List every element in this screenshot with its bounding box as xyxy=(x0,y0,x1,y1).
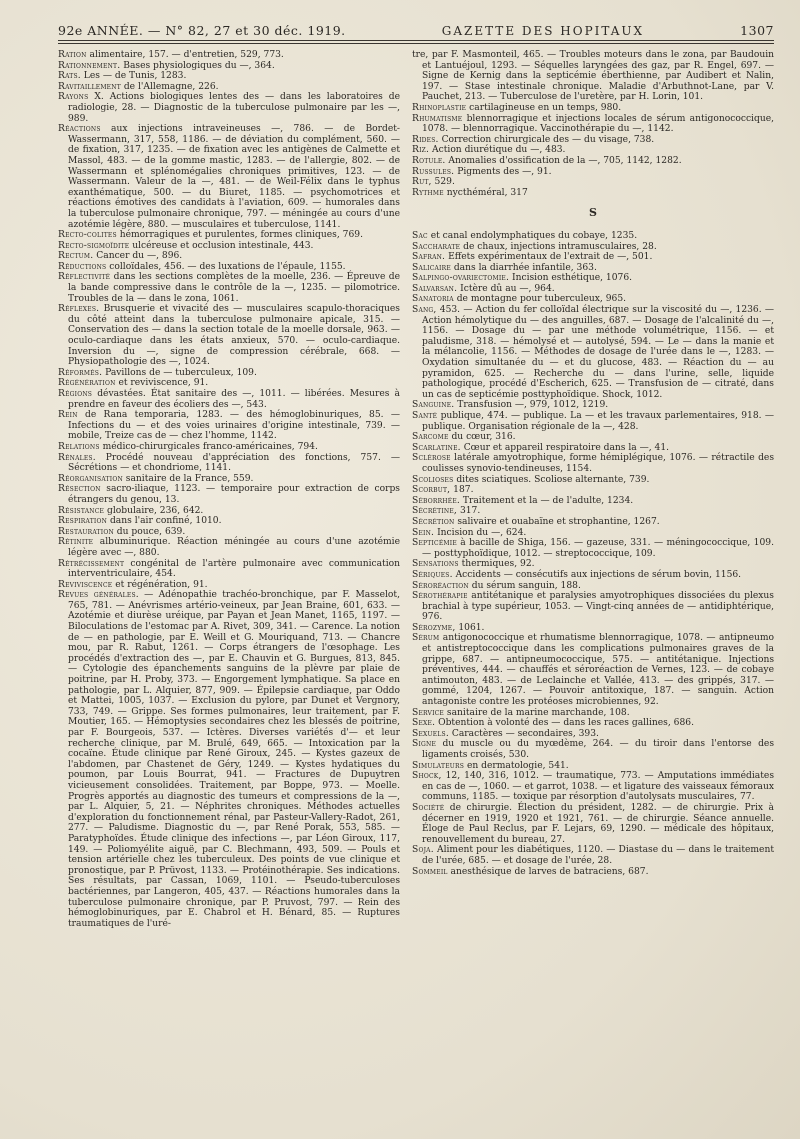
index-entry xyxy=(58,410,400,442)
entry-text: albuminurique. Réaction méningée au cours d'une azotémie légère avec —, 880. xyxy=(68,537,400,558)
index-entry xyxy=(412,114,774,135)
index-entry xyxy=(412,432,774,443)
index-entry xyxy=(58,527,400,538)
entry-heading: Sérozyme, xyxy=(412,622,456,633)
entry-text: nycthéméral, 317 xyxy=(446,187,528,198)
entry-heading: Rétinite xyxy=(58,537,94,548)
entry-heading: Société xyxy=(412,802,445,813)
section-letter: S xyxy=(589,206,597,220)
entry-text: de Rana temporaria, 1283. — des hémoglobinuriques, 85. — Infections du — et des voies urinaires d'origine intestinale, 739. — mobile, Treize cas de — chez l'homme, 1142. xyxy=(68,410,400,442)
entry-heading: Sanatoria xyxy=(412,294,454,305)
entry-heading: Sclérose xyxy=(412,453,451,464)
entry-text: de l'Allemagne, 226. xyxy=(123,81,219,92)
index-entry xyxy=(58,590,400,929)
entry-text: — Adénopathie trachéo-bronchique, par F. Masselot, 765, 781. — Anévrismes artério-veineux, par Jean Braine, 601, 633. — Azotémie et diurèse uréique, par Payan et Jean Manet, 1165, 1197. — Biloculations de l'estomac par A. Rivet, 309, 341. — Carence. La notion de — en pathologie, par E. Weill et G. Mouriquand, 713. — Chancre mou, par R. Rabut, 1261. — Corps étrangers de l'œsophage. Les procédés d'extraction des —, par E. Chauvin et G. Burgues, 813, 845. — Cytologie des épanchements sanguins de la plèvre par plaie de poitrine, par H. Proby, 373. — Engorgement lymphatique. Sa place en pathologie, par L. Alquier, 877, 909. — Épilepsie cardiaque, par Oddo et Mattei, 1005, 1037. — Exclusion du pylore, par Dunet et Vergnory, 733, 749. — Grippe. Ses formes pulmonaires, leur traitement, par F. Moutier, 165. — Hémoptysies secondaires chez les blessés de poitrine, par F. Bourgeois, 537. — Ictères. Diverses variétés d'— et leur recherche clinique, par M. Brulé, 649, 665. — Intoxication par la cocaïne. Étude clinique par René Giroux, 245. — Kystes gazeux de l'abdomen, par Chastenet de Géry, 1249. — Kystes hydatiques du poumon, par Louis Bourrat, 941. — Fractures de Dupuytren vicieusement consolidées. Traitement, par Boppe, 973. — Moelle. Progrès apportés au diagnostic des tumeurs et compressions de la —, par L. Alquier, 5, 21. — Néphrites chroniques. Méthodes actuelles d'exploration du fonctionnement rénal, par Pasteur-Vallery-Radot, 261, 277. — Paludisme. Diagnostic du —, par René Porak, 553, 585. — Paratyphoïdes. Étude clinique des infections —, par Léon Giroux, 117, 149. — Poliomyélite aiguë, par C. Blechmann, 493, 509. — Pouls et tension artérielle chez les tuberculeux. Des points de vue clinique et pronostique, par P. Prüvost, 1133. — Protéinothérapie. Ses indications. Ses résultats, par Cassan, 1069, 1101. — Pseudo-tuberculoses bactériennes, par Langeron, 405, 437. — Réactions humorales dans la tuberculose pulmonaire chronique, par P. Pruvost, 797. — Rein des hémoglobinuriques, par E. Chabrol et H. Bénard, 85. — Ruptures traumatiques de l'uré- xyxy=(68,590,400,929)
index-entry xyxy=(58,453,400,474)
index-entry xyxy=(412,538,774,559)
page-number: 1307 xyxy=(740,23,774,38)
entry-heading: Rayons xyxy=(58,92,89,103)
index-entry xyxy=(412,708,774,719)
entry-heading: Rétrécissement xyxy=(58,558,125,569)
header-rule xyxy=(58,40,774,41)
index-entry xyxy=(412,633,774,707)
entry-heading: Respiration xyxy=(58,516,108,527)
entry-heading: Rotule. xyxy=(412,155,446,166)
entry-text: à bacille de Shiga, 156. — gazeuse, 331. — méningococcique, 109. — posttyphoïdique, 1012. — streptococcique, 109. xyxy=(422,538,774,559)
entry-text: et canal endolymphatiques du cobaye, 1235. xyxy=(430,230,638,241)
entry-text: Brusquerie et vivacité des — musculaires scapulo-thoraciques du côté atteint dans la tuberculose pulmonaire apicale, 315. — Conservation des — dans la section totale de la moelle dorsale, 963. — oculo-cardiaque dans les états anxieux, 570. — oculo-cardiaque. Inversion du —, signe de compression cérébrale, 668. — Physiopathologie des —, 1024. xyxy=(68,304,400,368)
entry-heading: Safran. xyxy=(412,252,446,263)
entry-text: du muscle ou du myœdème, 264. — du tiroir dans l'entorse des ligaments croisés, 530. xyxy=(422,739,774,760)
index-entry xyxy=(58,389,400,410)
entry-text: de montagne pour tuberculeux, 965. xyxy=(456,294,627,305)
entry-heading: Réactions xyxy=(58,124,101,135)
index-entry xyxy=(58,516,400,527)
index-entry xyxy=(58,559,400,580)
entry-heading: Sécrétine, xyxy=(412,506,458,517)
entry-text: Les — de Tunis, 1283. xyxy=(83,71,187,82)
entry-text: du pouce, 639. xyxy=(116,526,186,537)
entry-text: Traitement et la — de l'adulte, 1234. xyxy=(462,495,634,506)
index-entry xyxy=(58,506,400,517)
entry-text: Transfusion —, 979, 1012, 1219. xyxy=(457,400,609,411)
entry-heading: Restauration xyxy=(58,526,114,537)
entry-text: sacro-iliaque, 1123. — temporaire pour extraction de corps étrangers du genou, 13. xyxy=(68,484,400,505)
entry-text: salivaire et ouabaïne et strophantine, 1267. xyxy=(457,516,660,527)
entry-heading: Santé xyxy=(412,411,438,421)
index-entry xyxy=(412,305,774,400)
entry-text: en dermatologie, 541. xyxy=(466,760,569,771)
index-entry xyxy=(58,262,400,273)
entry-heading: Salicaire xyxy=(412,262,451,273)
index-entry xyxy=(58,230,400,241)
index-entry xyxy=(58,251,400,262)
entry-text: Pigments des —, 91. xyxy=(457,166,552,177)
index-entry xyxy=(58,580,400,591)
index-entry xyxy=(412,729,774,740)
entry-heading: Ration xyxy=(58,50,87,60)
entry-heading: Relations xyxy=(58,441,100,452)
index-entry xyxy=(412,496,774,507)
entry-text: anesthésique de larves de batraciens, 687. xyxy=(450,866,649,877)
index-entry xyxy=(412,156,774,167)
entry-heading: Rhinoplastie xyxy=(412,102,467,113)
index-entry xyxy=(412,135,774,146)
entry-heading: Signe xyxy=(412,739,437,750)
entry-text: du cœur, 316. xyxy=(451,432,516,443)
entry-heading: Sensations xyxy=(412,559,459,570)
entry-heading: Septicémie xyxy=(412,538,457,549)
entry-heading: Sexuels. xyxy=(412,728,449,739)
index-entry xyxy=(412,570,774,581)
index-entry xyxy=(412,273,774,284)
entry-text: du sérum sanguin, 188. xyxy=(471,580,581,591)
index-entry xyxy=(412,803,774,845)
entry-text: Cœur et appareil respiratoire dans la —, 41. xyxy=(463,442,670,453)
entry-text: antigonococcique et rhumatisme blennorragique, 1078. — antipneumo et antistreptococcique dans les complications pulmonaires graves de la grippe, 687. — antipneumococcique, 575. — antitétanique. Injections préventives, 444. — chauffés et séroréaction de Vernes, 123. — de cobaye antimouton, 483. — de Leclainche et Vallée, 413. — des grippés, 317. — gommé, 1204, 1267. — Pouvoir antitoxique, 187. — sanguin. Action antagoniste contre les protéoses microbiennes, 92. xyxy=(422,633,774,708)
index-entry xyxy=(412,718,774,729)
entry-heading: Rectum. xyxy=(58,251,94,262)
entry-heading: Salvarsan. xyxy=(412,283,458,294)
index-entry xyxy=(58,272,400,304)
entry-heading: Sommeil xyxy=(412,866,448,877)
entry-heading: Séroréaction xyxy=(412,580,469,591)
index-entry xyxy=(58,92,400,124)
entry-heading: Sac xyxy=(412,230,428,241)
entry-heading: Réflectivité xyxy=(58,272,111,283)
index-entry xyxy=(412,284,774,295)
entry-heading: Séborrhée. xyxy=(412,495,460,506)
entry-text: cartilagineuse en un temps, 980. xyxy=(469,102,622,113)
index-entry xyxy=(412,475,774,486)
index-entry xyxy=(412,506,774,517)
entry-text: dévastées. État sanitaire des —, 1011. — libérées. Mesures à prendre en faveur des écoliers des —, 543. xyxy=(68,389,400,410)
entry-heading: Scorbut, xyxy=(412,485,451,496)
entry-heading: Réorganisation xyxy=(58,473,123,484)
entry-heading: Sériques. xyxy=(412,569,453,580)
entry-text: 453. — Action du fer colloïdal électrique sur la viscosité du —, 1236. — Action hémolytique du — des anguilles, 687. — Dosage de l'alcalinité du —, 1156. — Dosage du — par une méthode volumétrique, 1156. — et paludisme, 318. — hémolysé et — autolysé, 594. — Le — dans la manie et la mélancolie, 1156. — Méthodes de dosage de l'urée dans le —, 1283. — Oxydation simultanée du — et du glucose, 483. — Réaction du — au pyramidon, 625. — Recherche du — dans l'urine, selle, liquide pathologique, procédé d'Escherich, 625. — Transfusion de — citraté, dans un cas de septicémie posttyphoïdique. Shock, 1012. xyxy=(422,305,774,400)
index-entry xyxy=(58,304,400,368)
entry-heading: Rythme xyxy=(412,187,444,198)
entry-text: 529. xyxy=(434,177,455,188)
entry-heading: Sexe. xyxy=(412,718,436,729)
entry-heading: Réflexes. xyxy=(58,304,100,315)
entry-text: sanitaire de la France, 559. xyxy=(125,473,254,484)
entry-text: hémorragiques et purulentes, formes cliniques, 769. xyxy=(119,230,363,241)
entry-heading: Rénales. xyxy=(58,452,96,463)
header-rule-double xyxy=(58,43,774,44)
entry-text: Obtention à volonté des — dans les races gallines, 686. xyxy=(438,718,694,729)
entry-text: et reviviscence, 91. xyxy=(118,378,209,389)
entry-heading: Réductions xyxy=(58,261,107,272)
entry-heading: Simulateurs xyxy=(412,760,465,771)
index-entry xyxy=(58,82,400,93)
entry-text: Ictère dû au —, 964. xyxy=(460,283,555,294)
entry-text: tre, par F. Masmonteil, 465. — Troubles moteurs dans le zona, par Baudouin et Lantuéjoul, 1293. — Séquelles laryngées des gaz, par R. Engel, 697. — Signe de Kernig dans la septicémie éberthienne, par Audibert et Nalin, 197. — Stase intestinale chronique. Maladie d'Arbuthnot-Lane, par V. Pauchet, 213. — Tuberculose de l'uretère, par H. Lorin, 101. xyxy=(412,50,774,103)
entry-text: Bases physiologiques du —, 364. xyxy=(123,60,275,71)
index-entry xyxy=(58,61,400,72)
entry-heading: Sein. xyxy=(412,527,435,538)
index-entry xyxy=(58,442,400,453)
index-entry xyxy=(412,453,774,474)
index-entry xyxy=(412,411,774,432)
entry-text: Correction chirurgicale des — du visage, 738. xyxy=(441,134,655,145)
entry-text: Pavillons de — tuberculeux, 109. xyxy=(105,367,257,378)
index-entry xyxy=(412,145,774,156)
entry-text: médico-chirurgicales franco-américaines, 794. xyxy=(102,441,318,452)
entry-heading: Soja. xyxy=(412,845,434,856)
entry-text: Incision du —, 624. xyxy=(437,527,527,538)
page-header xyxy=(58,14,774,38)
entry-text: colloïdales, 456. — des luxations de l'épaule, 1155. xyxy=(109,261,346,272)
entry-text: 12, 140, 316, 1012. — traumatique, 773. — Amputations immédiates en cas de —, 1060. — et garrot, 1038. — et ligature des vaisseaux fémoraux communs, 1185. — toxique par résorption d'autolysats musculaires, 77. xyxy=(422,771,774,803)
index-entry xyxy=(412,263,774,274)
entry-heading: Réformés. xyxy=(58,367,103,378)
index-entry xyxy=(412,771,774,803)
entry-text: publique, 474. — publique. La — et les travaux parlementaires, 918. — publique. Organisation régionale de la —, 428. xyxy=(422,411,774,432)
entry-heading: Résistance xyxy=(58,505,105,516)
entry-text: Incision esthétique, 1076. xyxy=(511,273,633,284)
entry-heading: Scarlatine. xyxy=(412,442,461,453)
entry-heading: Résection xyxy=(58,484,101,495)
index-entry xyxy=(412,294,774,305)
entry-heading: Salpingo-ovariectomie. xyxy=(412,273,510,284)
entry-text: Anomalies d'ossification de la —, 705, 1142, 1282. xyxy=(448,155,682,166)
index-entry xyxy=(412,188,774,199)
entry-heading: Sécrétion xyxy=(412,516,455,527)
entry-heading: Sang, xyxy=(412,305,437,316)
index-entry xyxy=(58,71,400,82)
entry-heading: Rides. xyxy=(412,134,439,145)
entry-text: 317. xyxy=(459,506,481,517)
entry-heading: Saccharate xyxy=(412,241,461,252)
right-column-s-entries xyxy=(412,231,774,877)
index-entry xyxy=(58,474,400,485)
index-entry xyxy=(412,739,774,760)
index-entry xyxy=(412,761,774,772)
right-column-r-entries xyxy=(412,50,774,198)
entry-text: 187. xyxy=(453,485,474,496)
entry-text: Aliment pour les diabétiques, 1120. — Diastase du — dans le traitement de l'urée, 685. — et dosage de l'urée, 28. xyxy=(422,845,774,866)
entry-heading: Scolioses xyxy=(412,474,454,485)
entry-text: congénital de l'artère pulmonaire avec communication interventriculaire, 454. xyxy=(68,558,400,580)
entry-heading: Sérum xyxy=(412,633,440,644)
index-entry xyxy=(58,124,400,230)
entry-text: de chaux, injections intramusculaires, 28. xyxy=(463,241,657,252)
entry-heading: Shock, xyxy=(412,771,442,782)
index-entry xyxy=(412,400,774,411)
index-entry xyxy=(412,443,774,454)
entry-heading: Régions xyxy=(58,389,93,399)
entry-text: 1061. xyxy=(458,622,485,633)
index-entry xyxy=(58,537,400,558)
entry-text: Cancer du —, 896. xyxy=(96,251,183,262)
entry-heading: Sérothérapie xyxy=(412,591,468,602)
index-entry xyxy=(58,378,400,389)
index-entry xyxy=(412,845,774,866)
entry-heading: Rein xyxy=(58,410,78,421)
index-entry xyxy=(412,103,774,114)
entry-text: alimentaire, 157. — d'entretien, 529, 773. xyxy=(89,50,284,60)
index-entry xyxy=(58,50,400,61)
entry-text: Procédé nouveau d'appréciation des fonctions, 757. — Sécrétions — et chondriome, 1141. xyxy=(68,452,400,474)
entry-text: Caractères — secondaires, 393. xyxy=(451,728,599,739)
index-entry xyxy=(412,867,774,878)
index-entry xyxy=(412,528,774,539)
journal-title: GAZETTE DES HOPITAUX xyxy=(441,24,645,38)
entry-heading: Service xyxy=(412,707,445,718)
entry-text: sanitaire de la marine marchande, 108. xyxy=(446,707,630,718)
index-entry xyxy=(412,623,774,634)
entry-heading: Russules. xyxy=(412,166,455,177)
entry-text: thermiques, 92. xyxy=(461,559,535,570)
entry-text: aux injections intraveineuses —, 786. — de Bordet-Wassermann, 317, 558, 1186. — de déviation du complément, 560. — de fixation, 317, 1235. — de fixation avec les antigènes de Calmette et Massol, 483. — de la gomme mastic, 1283. — de l'allergie, 802. — de Wassermann et splénomégalies chroniques primitives, 123. — de Wassermann. Valeur de la —, 481. — de Weil-Félix dans le typhus exanthématique, 500. — du Biuret, 1185. — psychomotrices et réactions émotives des candidats à l'aviation, 609. — humorales dans la tuberculose pulmonaire chronique, 797. — méningée au cours d'une azotémie légère, 880. — musculaires et tuberculose, 1141. xyxy=(68,124,400,230)
entry-text: dans la diarrhée infantile, 363. xyxy=(453,262,597,273)
index-entry xyxy=(412,231,774,242)
entry-text: dans l'air confiné, 1010. xyxy=(109,516,222,527)
index-entry xyxy=(412,242,774,253)
entry-heading: Rationnement. xyxy=(58,60,121,71)
index-entry xyxy=(412,252,774,263)
right-column xyxy=(412,50,774,877)
entry-heading: Rats. xyxy=(58,71,81,82)
index-entry xyxy=(412,50,774,103)
entry-text: latérale amyotrophique, forme hémiplégique, 1076. — rétractile des coulisses synovio-tendineuses, 1154. xyxy=(422,453,774,474)
index-entry xyxy=(412,581,774,592)
issue-info: 92e ANNÉE. — N° 82, 27 et 30 déc. 1919. xyxy=(58,23,346,38)
entry-heading: Revues générales. xyxy=(58,590,139,601)
index-entry xyxy=(412,559,774,570)
entry-text: de chirurgie. Élection du président, 1282. — de chirurgie. Prix à décerner en 1919, 1920 et 1921, 761. — de chirurgie. Séance annuelle. Éloge de Paul Reclus, par F. Lejars, 69, 1290. — médicale des hôpitaux, renouvellement du bureau, 27. xyxy=(422,802,774,845)
index-entry xyxy=(58,484,400,505)
entry-heading: Rhumatisme xyxy=(412,113,463,124)
index-entry xyxy=(412,485,774,496)
entry-heading: Reviviscence xyxy=(58,579,113,590)
index-entry xyxy=(58,241,400,252)
entry-heading: Rut, xyxy=(412,177,432,188)
entry-heading: Sanguine. xyxy=(412,400,455,411)
entry-text: Effets expérimentaux de l'extrait de —, 501. xyxy=(448,252,653,263)
entry-heading: Régénération xyxy=(58,378,116,389)
entry-heading: Recto-colites xyxy=(58,230,117,241)
entry-text: Action diurétique du —, 483. xyxy=(432,145,566,156)
left-column xyxy=(58,50,400,929)
entry-text: dites sciatiques. Scoliose alternante, 739. xyxy=(456,474,650,485)
entry-heading: Riz. xyxy=(412,145,430,156)
entry-heading: Ravitaillement xyxy=(58,81,121,92)
entry-text: globulaire, 236, 642. xyxy=(106,505,204,516)
index-entry xyxy=(412,167,774,178)
entry-heading: Recto-sigmoïdite xyxy=(58,240,130,251)
index-entry xyxy=(412,517,774,528)
index-entry xyxy=(412,591,774,623)
entry-text: ulcéreuse et occlusion intestinale, 443. xyxy=(132,240,314,251)
entry-text: et régénération, 91. xyxy=(115,579,208,590)
index-entry xyxy=(412,177,774,188)
index-entry xyxy=(58,368,400,379)
entry-text: dans les sections complètes de la moelle, 236. — Épreuve de la bande compressive dans le contrôle de la —, 1235. — pilomotrice. Troubles de la — dans le zona, 1061. xyxy=(68,272,400,304)
entry-text: antitétanique et paralysies amyotrophiques dissociées du plexus brachial à type supérieur, 1053. — Vingt-cinq années de — antidiphtérique, 976. xyxy=(422,591,774,623)
entry-text: blennorragique et injections locales de sérum antigonococcique, 1078. — blennorragique. Vaccinothérapie du —, 1142. xyxy=(422,113,774,135)
entry-heading: Sarcome xyxy=(412,432,449,443)
entry-text: Accidents — consécutifs aux injections de sérum bovin, 1156. xyxy=(455,569,742,580)
entry-text: X. Actions biologiques lentes des — dans les laboratoires de radiologie, 28. — Diagnostic de la tuberculose pulmonaire par les —, 989. xyxy=(68,92,400,124)
